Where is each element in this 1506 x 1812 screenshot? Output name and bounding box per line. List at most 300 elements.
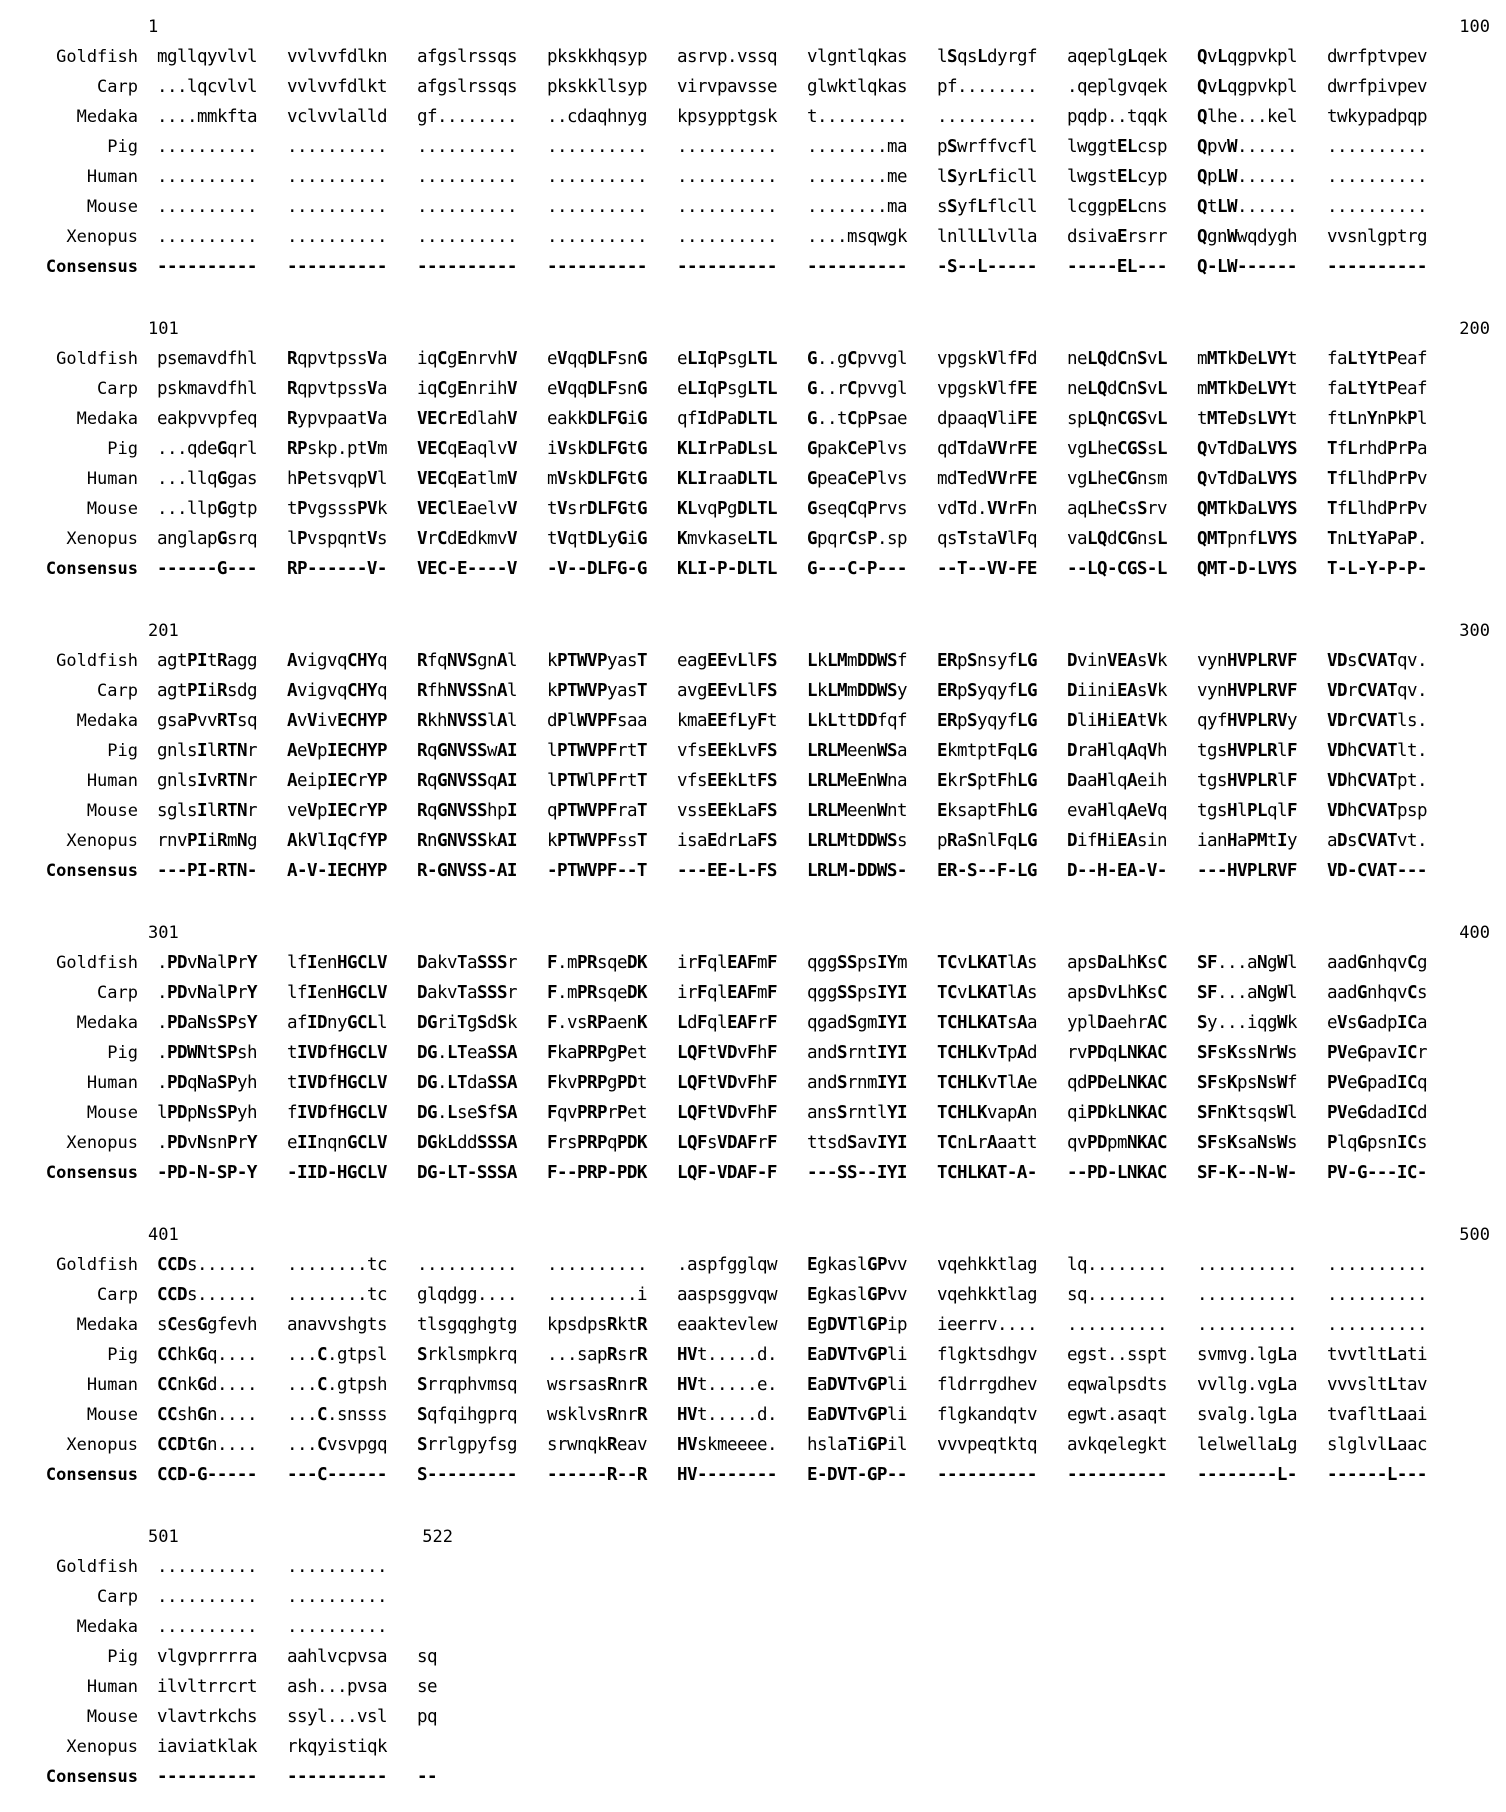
sequence-segment: tgsHlPLqlF [1197,801,1297,821]
sequence-segment: vgLheCGnsm [1067,469,1167,489]
sequence-segment: .......... [287,1617,387,1637]
species-label: Consensus [45,559,138,579]
sequence-segment: Qlhe...kel [1197,107,1297,127]
sequence-segment: SFsKpsNsWf [1197,1073,1297,1093]
sequence-row [0,1702,1506,1732]
sequence-segment: fIVDfHGCLV [287,1103,387,1123]
sequence-segment: DakvTaSSSr [417,983,517,1003]
sequence-segment: SFnKtsqsWl [1197,1103,1297,1123]
sequence-segment: tMTeDsLVYt [1197,409,1297,429]
sequence-segment: EgDVTlGPip [807,1315,907,1335]
sequence-segment: .......... [157,227,257,247]
sequence-segment: mgllqyvlvl [157,47,257,67]
sequence-segment: lfIenHGCLV [287,953,387,973]
sequence-segment: ...C.gtpsl [287,1345,387,1365]
sequence-segment: FkaPRPgPet [547,1043,647,1063]
sequence-segment: VECrEdlahV [417,409,517,429]
sequence-segment: LQFsVDAFrF [677,1133,777,1153]
sequence-segment: ........ma [807,197,907,217]
sequence-segment: TCHLKvTpAd [937,1043,1037,1063]
species-label: Pig [107,439,138,459]
sequence-row [0,1280,1506,1310]
sequence-segment: Sy...iqgWk [1197,1013,1297,1033]
sequence-segment: lfIenHGCLV [287,983,387,1003]
sequence-segment: DG.LTdaSSA [417,1073,517,1093]
species-label: Human [86,1375,138,1395]
sequence-segment: .PDWNtSPsh [157,1043,257,1063]
sequence-segment: lwggtELcsp [1067,137,1167,157]
species-label: Human [86,1073,138,1093]
sequence-segment: ---------- [937,1465,1037,1485]
alignment-block [0,620,1506,886]
sequence-segment: HV-------- [677,1465,777,1485]
sequence-segment: .......... [677,227,777,247]
sequence-segment: afIDnyGCLl [287,1013,387,1033]
sequence-segment: Srklsmpkrq [417,1345,517,1365]
sequence-segment: R-GNVSS-AI [417,861,517,881]
sequence-segment: gnlsIlRTNr [157,741,257,761]
sequence-segment: EaDVTvGPli [807,1405,907,1425]
sequence-segment: QvLqgpvkpl [1197,47,1297,67]
species-label: Medaka [76,1617,138,1637]
sequence-segment: qggSSpsIYI [807,983,907,1003]
sequence-row [0,736,1506,766]
sequence-segment: vynHVPLRVF [1197,651,1297,671]
species-label: Carp [97,983,138,1003]
sequence-segment: vvllg.vgLa [1197,1375,1297,1395]
sequence-segment: AvigvqCHYq [287,651,387,671]
sequence-segment: vaLQdCGnsL [1067,529,1167,549]
sequence-segment: .......... [417,137,517,157]
species-label: Pig [107,1647,138,1667]
sequence-segment: TCHLKATsAa [937,1013,1037,1033]
sequence-segment: ieerrv.... [937,1315,1037,1335]
sequence-segment: veVpIECrYP [287,801,387,821]
sequence-segment: neLQdCnSvL [1067,379,1167,399]
block-start-position: 301 [148,923,179,943]
species-label: Medaka [76,1013,138,1033]
sequence-row [0,1370,1506,1400]
sequence-segment: mdTedVVrFE [937,469,1037,489]
sequence-row [0,132,1506,162]
sequence-segment: HVt.....e. [677,1375,777,1395]
alignment-block [0,16,1506,282]
sequence-row [0,706,1506,736]
sequence-segment: .......... [157,167,257,187]
sequence-segment: asrvp.vssq [677,47,777,67]
species-label: Human [86,167,138,187]
sequence-segment: ---PI-RTN- [157,861,257,881]
sequence-row [0,162,1506,192]
sequence-segment: eLIqPsgLTL [677,349,777,369]
sequence-segment: SFsKssNrWs [1197,1043,1297,1063]
sequence-segment: G..gCpvvgl [807,349,907,369]
sequence-segment: ...C.gtpsh [287,1375,387,1395]
sequence-segment: aaspsggvqw [677,1285,777,1305]
sequence-segment: CCDtGn.... [157,1435,257,1455]
sequence-segment: .......... [547,167,647,187]
sequence-segment: Srrlgpyfsg [417,1435,517,1455]
sequence-segment: pkskkhqsyp [547,47,647,67]
sequence-segment: G---C-P--- [807,559,907,579]
sequence-segment: VEClEaelvV [417,499,517,519]
species-label: Goldfish [56,651,138,671]
sequence-segment: .......... [1327,197,1427,217]
sequence-segment: GpqrCsP.sp [807,529,907,549]
sequence-segment: LRLMeenWnt [807,801,907,821]
sequence-segment: RqpvtpssVa [287,349,387,369]
sequence-segment: VDrCVATqv. [1327,681,1427,701]
sequence-segment: G..tCpPsae [807,409,907,429]
sequence-segment: qggSSpsIYm [807,953,907,973]
sequence-segment: VD-CVAT--- [1327,861,1427,881]
sequence-segment: LkLMmDDWSf [807,651,907,671]
sequence-segment: eVqqDLFsnG [547,349,647,369]
sequence-segment: VrCdEdkmvV [417,529,517,549]
sequence-segment: ssyl...vsl [287,1707,387,1727]
species-label: Consensus [45,1767,138,1787]
sequence-segment: SF-K--N-W- [1197,1163,1297,1183]
sequence-segment: GseqCqPrvs [807,499,907,519]
sequence-segment: aahlvcpvsa [287,1647,387,1667]
sequence-segment: mMTkDeLVYt [1197,349,1297,369]
sequence-segment: aadGnhqvCs [1327,983,1427,1003]
sequence-segment: t......... [807,107,907,127]
sequence-segment: qiPDkLNKAC [1067,1103,1167,1123]
sequence-segment: iaviatklak [157,1737,257,1757]
sequence-segment: VDrCVATls. [1327,711,1427,731]
sequence-row [0,978,1506,1008]
species-label: Mouse [86,1103,138,1123]
sequence-segment: afgslrssqs [417,47,517,67]
sequence-segment: glwktlqkas [807,77,907,97]
species-label: Xenopus [66,227,138,247]
sequence-segment: LRLMeenWSa [807,741,907,761]
sequence-segment: ...llpGgtp [157,499,257,519]
sequence-segment: TfLlhdPrPv [1327,469,1427,489]
sequence-row [0,1310,1506,1340]
sequence-segment: spLQnCGSvL [1067,409,1167,429]
sequence-segment: QpvW...... [1197,137,1297,157]
consensus-row [0,1460,1506,1490]
sequence-segment: egst..sspt [1067,1345,1167,1365]
sequence-segment: qdTdaVVrFE [937,439,1037,459]
sequence-segment: kpsdpsRktR [547,1315,647,1335]
sequence-segment: DifHiEAsin [1067,831,1167,851]
sequence-segment: QpLW...... [1197,167,1297,187]
sequence-segment: qvPDpmNKAC [1067,1133,1167,1153]
sequence-segment: ---EE-L-FS [677,861,777,881]
sequence-segment: ---------- [1067,1465,1167,1485]
sequence-segment: eakpvvpfeq [157,409,257,429]
sequence-row [0,1068,1506,1098]
sequence-segment: LRLMeEnWna [807,771,907,791]
sequence-segment: vvvpeqtktq [937,1435,1037,1455]
species-label: Xenopus [66,1737,138,1757]
sequence-segment: VEC-E----V [417,559,517,579]
sequence-segment: ...lqcvlvl [157,77,257,97]
sequence-segment: se [417,1677,437,1697]
sequence-segment: D--H-EA-V- [1067,861,1167,881]
sequence-segment: tPvgsssPVk [287,499,387,519]
sequence-segment: --------L- [1197,1465,1297,1485]
species-label: Human [86,469,138,489]
sequence-segment: Q-LW------ [1197,257,1297,277]
sequence-segment: lPDpNsSPyh [157,1103,257,1123]
sequence-segment: ---------- [417,257,517,277]
block-end-position: 500 [1459,1225,1490,1245]
sequence-segment: AvigvqCHYq [287,681,387,701]
sequence-segment: DiiniEAsVk [1067,681,1167,701]
sequence-row [0,1430,1506,1460]
sequence-segment: irFqlEAFmF [677,983,777,1003]
sequence-segment: gsaPvvRTsq [157,711,257,731]
species-label: Goldfish [56,1557,138,1577]
sequence-segment: .PDqNaSPyh [157,1073,257,1093]
consensus-row [0,856,1506,886]
block-start-position: 1 [148,17,159,37]
sequence-segment: .......... [1197,1315,1297,1335]
sequence-segment: .......... [417,167,517,187]
sequence-row [0,796,1506,826]
sequence-segment: CChkGq.... [157,1345,257,1365]
sequence-segment: vvlvvfdlkn [287,47,387,67]
sequence-segment: VECqEatlmV [417,469,517,489]
sequence-row [0,1642,1506,1672]
sequence-segment: eaaktevlew [677,1315,777,1335]
sequence-segment: .......... [937,107,1037,127]
sequence-segment: QMTkDaLVYS [1197,499,1297,519]
sequence-row [0,1582,1506,1612]
sequence-segment: pqdp..tqqk [1067,107,1167,127]
sequence-segment: vgLheCGSsL [1067,439,1167,459]
sequence-segment: FqvPRPrPet [547,1103,647,1123]
sequence-segment: dpaaqVliFE [937,409,1037,429]
sequence-segment: vdTd.VVrFn [937,499,1037,519]
sequence-segment: .......... [287,227,387,247]
sequence-segment: eVsGadpICa [1327,1013,1427,1033]
sequence-segment: ilvltrrcrt [157,1677,257,1697]
sequence-segment: ---------- [677,257,777,277]
sequence-segment: .......... [157,1557,257,1577]
sequence-segment: ---HVPLRVF [1197,861,1297,881]
sequence-segment: AeVpIECHYP [287,741,387,761]
sequence-segment: psemavdfhl [157,349,257,369]
species-label: Medaka [76,1315,138,1335]
sequence-segment: -PD-N-SP-Y [157,1163,257,1183]
sequence-segment: aDsCVATvt. [1327,831,1427,851]
sequence-segment: Sqfqihgprq [417,1405,517,1425]
sequence-segment: TCHLKAT-A- [937,1163,1037,1183]
sequence-segment: lnllLlvlla [937,227,1037,247]
sequence-segment: svmvg.lgLa [1197,1345,1297,1365]
sequence-segment: rnvPIiRmNg [157,831,257,851]
sequence-row [0,1732,1506,1762]
sequence-row [0,374,1506,404]
sequence-segment: ERpSyqyfLG [937,681,1037,701]
sequence-row [0,1672,1506,1702]
sequence-row [0,464,1506,494]
sequence-segment: ------L--- [1327,1465,1427,1485]
sequence-segment: RkhNVSSlAl [417,711,517,731]
sequence-segment: ansSrntlYI [807,1103,907,1123]
sequence-segment: Srrqphvmsq [417,1375,517,1395]
sequence-segment: .......... [677,197,777,217]
sequence-segment: -S--L----- [937,257,1037,277]
species-label: Carp [97,1285,138,1305]
species-label: Pig [107,137,138,157]
sequence-segment: DraHlqAqVh [1067,741,1167,761]
sequence-segment: KLIraaDLTL [677,469,777,489]
sequence-segment: DGkLddSSSA [417,1133,517,1153]
sequence-segment: .......... [287,1587,387,1607]
sequence-segment: LQFtVDvFhF [677,1043,777,1063]
sequence-segment: .......... [287,167,387,187]
species-label: Pig [107,1043,138,1063]
species-label: Xenopus [66,1133,138,1153]
sequence-segment: qPTWVPFraT [547,801,647,821]
sequence-segment: avgEEvLlFS [677,681,777,701]
sequence-segment: fldrrgdhev [937,1375,1037,1395]
sequence-segment: sq........ [1067,1285,1167,1305]
sequence-segment: ---C------ [287,1465,387,1485]
sequence-segment: EkrSptFhLG [937,771,1037,791]
sequence-segment: ........tc [287,1255,387,1275]
sequence-segment: EaDVTvGPli [807,1375,907,1395]
sequence-row [0,1340,1506,1370]
sequence-segment: pq [417,1707,437,1727]
sequence-segment: --PD-LNKAC [1067,1163,1167,1183]
alignment-block [0,1526,1506,1792]
sequence-segment: RnGNVSSkAI [417,831,517,851]
sequence-segment: lPTWVPFrtT [547,741,647,761]
sequence-row [0,404,1506,434]
sequence-segment: hslaTiGPil [807,1435,907,1455]
sequence-segment: lSqsLdyrgf [937,47,1037,67]
sequence-segment: wsrsasRnrR [547,1375,647,1395]
sequence-segment: aqLheCsSrv [1067,499,1167,519]
alignment-block [0,1224,1506,1490]
sequence-segment: AvVivECHYP [287,711,387,731]
sequence-segment: ---------- [157,257,257,277]
species-label: Medaka [76,107,138,127]
sequence-segment: faLtYtPeaf [1327,349,1427,369]
sequence-segment: .......... [157,137,257,157]
sequence-segment: ---------- [287,257,387,277]
sequence-segment: andSrnmIYI [807,1073,907,1093]
sequence-segment: qgadSgmIYI [807,1013,907,1033]
species-label: Mouse [86,801,138,821]
sequence-row [0,1552,1506,1582]
sequence-segment: SF...aNgWl [1197,953,1297,973]
sequence-segment: ........me [807,167,907,187]
sequence-segment: .......... [1197,1255,1297,1275]
sequence-segment: agtPIiRsdg [157,681,257,701]
sequence-segment: sq [417,1647,437,1667]
sequence-segment: iqCgEnrvhV [417,349,517,369]
sequence-segment: RPskp.ptVm [287,439,387,459]
sequence-segment: -PTWVPF--T [547,861,647,881]
block-end-position: 100 [1459,17,1490,37]
sequence-segment: kPTWVPyasT [547,681,647,701]
species-label: Pig [107,1345,138,1365]
sequence-segment: qfIdPaDLTL [677,409,777,429]
block-start-position: 501 [148,1527,179,1547]
sequence-segment: eakkDLFGiG [547,409,647,429]
sequence-segment: ftLnYnPkPl [1327,409,1427,429]
sequence-segment: vynHVPLRVF [1197,681,1297,701]
sequence-segment: pkskkllsyp [547,77,647,97]
sequence-segment: DakvTaSSSr [417,953,517,973]
sequence-segment: ...C.snsss [287,1405,387,1425]
consensus-row [0,554,1506,584]
sequence-segment: S--------- [417,1465,517,1485]
species-label: Carp [97,1587,138,1607]
sequence-row [0,72,1506,102]
block-start-position: 201 [148,621,179,641]
sequence-segment: CCshGn.... [157,1405,257,1425]
sequence-row [0,1098,1506,1128]
sequence-segment: lPTWlPFrtT [547,771,647,791]
sequence-row [0,434,1506,464]
sequence-segment: eVqqDLFsnG [547,379,647,399]
alignment-block [0,922,1506,1188]
sequence-segment: tlsgqghgtg [417,1315,517,1335]
sequence-segment: LQFtVDvFhF [677,1073,777,1093]
sequence-segment: AeipIECrYP [287,771,387,791]
sequence-segment: .......... [417,197,517,217]
sequence-segment: svalg.lgLa [1197,1405,1297,1425]
sequence-segment: .......... [287,197,387,217]
sequence-segment: pf........ [937,77,1037,97]
species-label: Mouse [86,499,138,519]
sequence-segment: G..rCpvvgl [807,379,907,399]
sequence-segment: TCnLrAaatt [937,1133,1037,1153]
sequence-segment: lwgstELcyp [1067,167,1167,187]
sequence-segment: LQFtVDvFhF [677,1103,777,1123]
sequence-segment: vlgvprrrra [157,1647,257,1667]
sequence-row [0,524,1506,554]
sequence-segment: RqGNVSSqAI [417,771,517,791]
sequence-segment: QMT-D-LVYS [1197,559,1297,579]
species-label: Pig [107,741,138,761]
sequence-segment: hPetsvqpVl [287,469,387,489]
sequence-segment: ER-S--F-LG [937,861,1037,881]
sequence-segment: -V--DLFG-G [547,559,647,579]
sequence-segment: F--PRP-PDK [547,1163,647,1183]
sequence-segment: eLIqPsgLTL [677,379,777,399]
block-start-position: 101 [148,319,179,339]
sequence-segment: .......... [547,197,647,217]
sequence-segment: flgktsdhgv [937,1345,1037,1365]
species-label: Goldfish [56,349,138,369]
block-end-position: 200 [1459,319,1490,339]
sequence-segment: .......... [1327,167,1427,187]
sequence-segment: lcggpELcns [1067,197,1167,217]
sequence-segment: .......... [547,1255,647,1275]
sequence-segment: RfhNVSSnAl [417,681,517,701]
sequence-segment: vvvsltLtav [1327,1375,1427,1395]
sequence-segment: .........i [547,1285,647,1305]
sequence-segment: GpeaCePlvs [807,469,907,489]
sequence-segment: CCnkGd.... [157,1375,257,1395]
sequence-segment: vssEEkLaFS [677,801,777,821]
sequence-row [0,344,1506,374]
sequence-segment: PVeGdadICd [1327,1103,1427,1123]
sequence-segment: .PDaNsSPsY [157,1013,257,1033]
sequence-segment: flgkandqtv [937,1405,1037,1425]
sequence-segment: srwnqkReav [547,1435,647,1455]
